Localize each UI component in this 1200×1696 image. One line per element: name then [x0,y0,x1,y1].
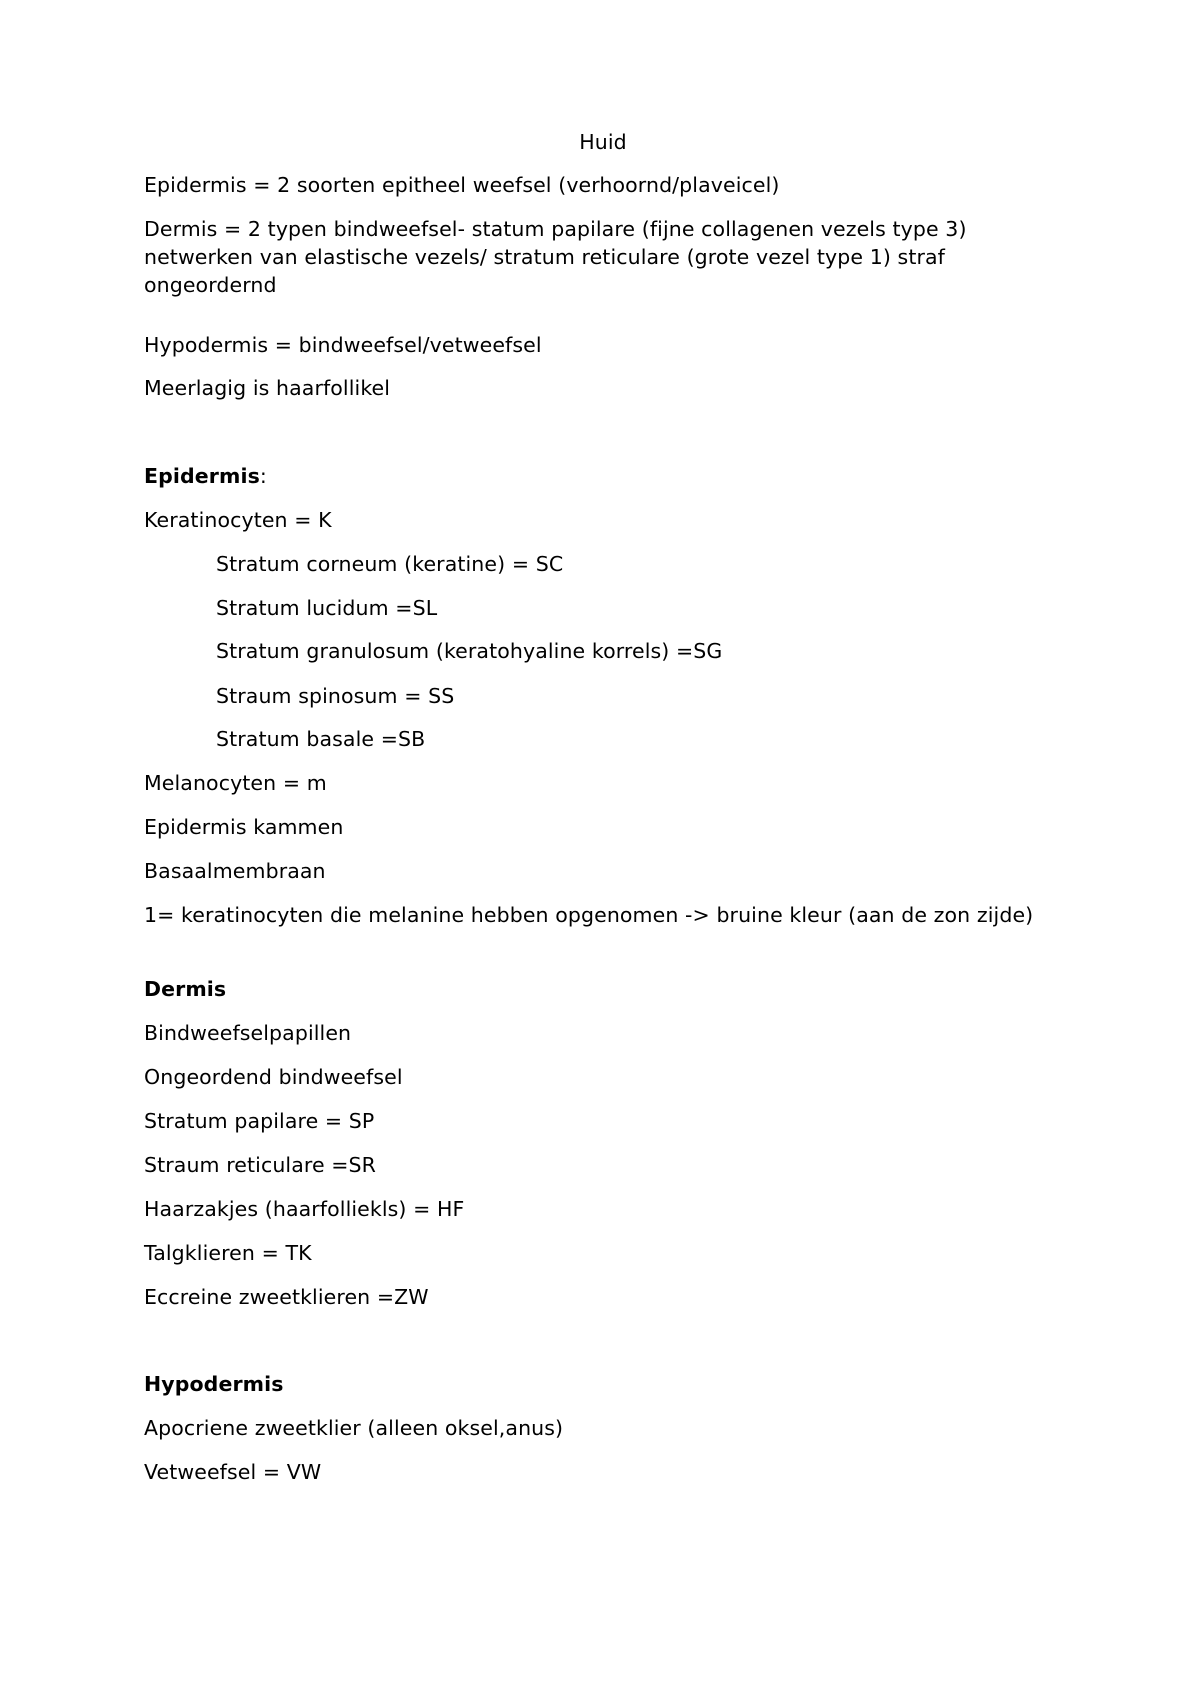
dermis-item-stratum-papilare: Stratum papilare = SP [144,1109,375,1133]
section-heading-epidermis [144,462,1044,490]
hypodermis-item-apocriene: Apocriene zweetklier (alleen oksel,anus) [144,1416,564,1440]
intro-hypodermis-line: Hypodermis = bindweefsel/vetweefsel [144,333,542,357]
keratinocyten-line: Keratinocyten = K [144,508,332,532]
keratinocyten-melanine-line: 1= keratinocyten die melanine hebben opgenomen -> bruine kleur (aan de zon zijde) [144,903,1034,927]
epidermis-kammen-line: Epidermis kammen [144,815,344,839]
dermis-item-haarzakjes: Haarzakjes (haarfolliekls) = HF [144,1197,465,1221]
section-heading-epidermis-colon: : [259,464,267,488]
dermis-item-eccreine: Eccreine zweetklieren =ZW [144,1285,429,1309]
basaalmembraan-line: Basaalmembraan [144,859,326,883]
document-title: Huid [579,130,627,154]
layer-stratum-granulosum: Stratum granulosum (keratohyaline korrels) =SG [216,639,723,663]
section-heading-dermis: Dermis [144,977,227,1001]
layer-stratum-basale: Stratum basale =SB [216,727,426,751]
section-heading-hypodermis: Hypodermis [144,1372,284,1396]
layer-stratum-lucidum: Stratum lucidum =SL [216,596,438,620]
intro-dermis-line: Dermis = 2 typen bindweefsel- statum papilare (fijne collagenen vezels type 3) netwerken van elastische vezels/ stratum reticulare (grote vezel type 1) straf ongeordernd [144,217,967,297]
hypodermis-item-vetweefsel: Vetweefsel = VW [144,1460,322,1484]
intro-epidermis-line: Epidermis = 2 soorten epitheel weefsel (verhoornd/plaveicel) [144,173,780,197]
dermis-item-ongeordend: Ongeordend bindweefsel [144,1065,403,1089]
intro-haarfollikel-line: Meerlagig is haarfollikel [144,376,391,400]
section-heading-epidermis-text: Epidermis [144,464,260,488]
layer-stratum-spinosum: Straum spinosum = SS [216,684,455,708]
layer-stratum-corneum: Stratum corneum (keratine) = SC [216,552,564,576]
dermis-item-bindweefselpapillen: Bindweefselpapillen [144,1021,352,1045]
dermis-item-stratum-reticulare: Straum reticulare =SR [144,1153,377,1177]
melanocyten-line: Melanocyten = m [144,771,327,795]
dermis-item-talgklieren: Talgklieren = TK [144,1241,312,1265]
